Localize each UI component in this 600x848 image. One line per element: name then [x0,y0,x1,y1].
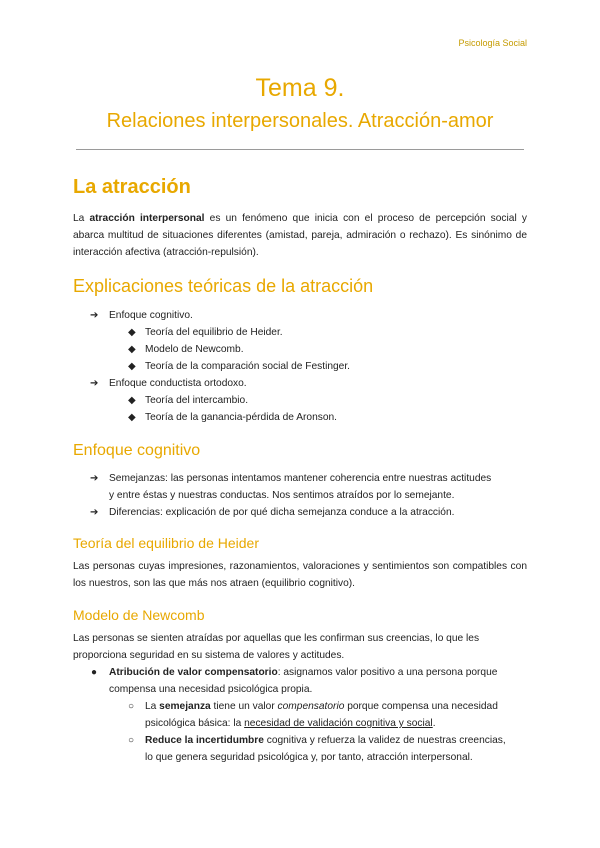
circle-bullet-icon: ○ [128,735,135,746]
list-item: Enfoque cognitivo. [109,310,193,321]
list-subitem-continuation: psicológica básica: la necesidad de validación cognitiva y social. [145,718,436,729]
atraccion-paragraph: La atracción interpersonal es un fenómeno que inicia con el proceso de percepción social y abarca multitud de situaciones diferentes (amistad, pareja, admiración o rechazo). Es sinónimo de interacción afectiva (atracción-repulsión). [73,213,527,258]
page-subtitle: Relaciones interpersonales. Atracción-amor [106,110,494,132]
list-subitem: Reduce la incertidumbre cognitiva y refuerza la validez de nuestras creencias, [145,735,506,746]
page-title: Tema 9. [255,74,345,102]
arrow-bullet-icon: ➔ [90,507,99,518]
heider-paragraph: Las personas cuyas impresiones, razonamientos, valoraciones y sentimientos son compatibles con los nuestros, son las que más nos atraen (equilibrio cognitivo). [73,561,527,589]
diamond-bullet-icon: ◆ [128,395,136,406]
list-subitem: Teoría del equilibrio de Heider. [145,327,283,338]
section-heading-enfoque-cognitivo: Enfoque cognitivo [73,442,201,459]
list-subitem: La semejanza tiene un valor compensatorio porque compensa una necesidad [145,701,498,712]
list-subitem: Teoría del intercambio. [145,395,249,406]
section-heading-explicaciones: Explicaciones teóricas de la atracción [73,276,374,296]
newcomb-paragraph-line: Las personas se sienten atraídas por aquellas que les confirman sus creencias, lo que les [73,633,480,644]
dot-bullet-icon: ● [91,667,98,678]
list-subitem-continuation: lo que genera seguridad psicológica y, por tanto, atracción interpersonal. [145,752,473,763]
arrow-bullet-icon: ➔ [90,378,99,389]
section-heading-newcomb: Modelo de Newcomb [73,607,205,623]
arrow-bullet-icon: ➔ [90,473,99,484]
list-subitem: Teoría de la comparación social de Festinger. [145,361,350,372]
list-subitem: Teoría de la ganancia-pérdida de Aronson. [145,412,337,423]
newcomb-paragraph-line: proporciona seguridad en su sistema de valores y actitudes. [73,650,345,661]
list-item-continuation: compensa una necesidad psicológica propia. [109,684,313,695]
list-item: Atribución de valor compensatorio: asignamos valor positivo a una persona porque [109,667,498,678]
list-item: Enfoque conductista ortodoxo. [109,378,247,389]
title-divider [76,149,524,150]
section-heading-atraccion: La atracción [73,176,191,198]
list-item-continuation: y entre éstas y nuestras conductas. Nos sentimos atraídos por lo semejante. [109,490,455,501]
arrow-bullet-icon: ➔ [90,310,99,321]
diamond-bullet-icon: ◆ [128,361,136,372]
list-subitem: Modelo de Newcomb. [145,344,244,355]
running-header: Psicología Social [458,38,527,48]
diamond-bullet-icon: ◆ [128,412,136,423]
list-item: Semejanzas: las personas intentamos mantener coherencia entre nuestras actitudes [109,473,492,484]
list-item: Diferencias: explicación de por qué dicha semejanza conduce a la atracción. [109,507,455,518]
circle-bullet-icon: ○ [128,701,135,712]
diamond-bullet-icon: ◆ [128,327,136,338]
diamond-bullet-icon: ◆ [128,344,136,355]
section-heading-heider: Teoría del equilibrio de Heider [73,535,259,551]
